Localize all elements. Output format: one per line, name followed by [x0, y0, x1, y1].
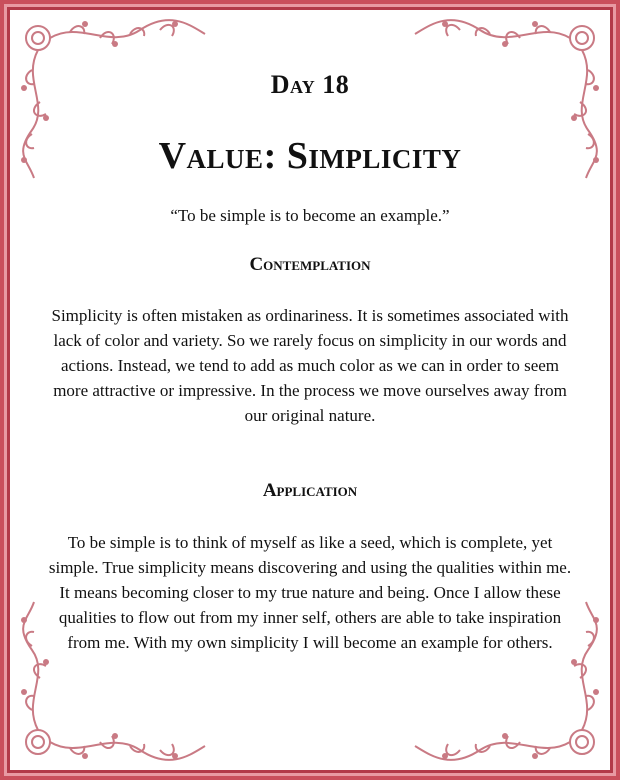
- contemplation-heading: Contemplation: [249, 254, 371, 275]
- application-heading: Application: [262, 480, 358, 501]
- application-text: To be simple is to think of myself as like a seed, which is complete, yet simple. True simplicity means discovering and using the qualities within me. It means becoming closer to my true nature and being. Once I allow these qualities to flow out from my inner self, others are able to take inspiration from me. With my own simplicity I will become an example for others.: [48, 533, 572, 652]
- contemplation-text: Simplicity is often mistaken as ordinariness. It is sometimes associated with lack of color and variety. So we rarely focus on simplicity in our words and actions. Instead, we tend to add as much color as we can in order to seem more attractive or impressive. In the process we move ourselves away from our original nature.: [51, 306, 569, 425]
- page-title: Value: Simplicity: [158, 135, 462, 177]
- quote: “To be simple is to become an example.”: [170, 206, 450, 225]
- day-label: Day 18: [270, 70, 350, 99]
